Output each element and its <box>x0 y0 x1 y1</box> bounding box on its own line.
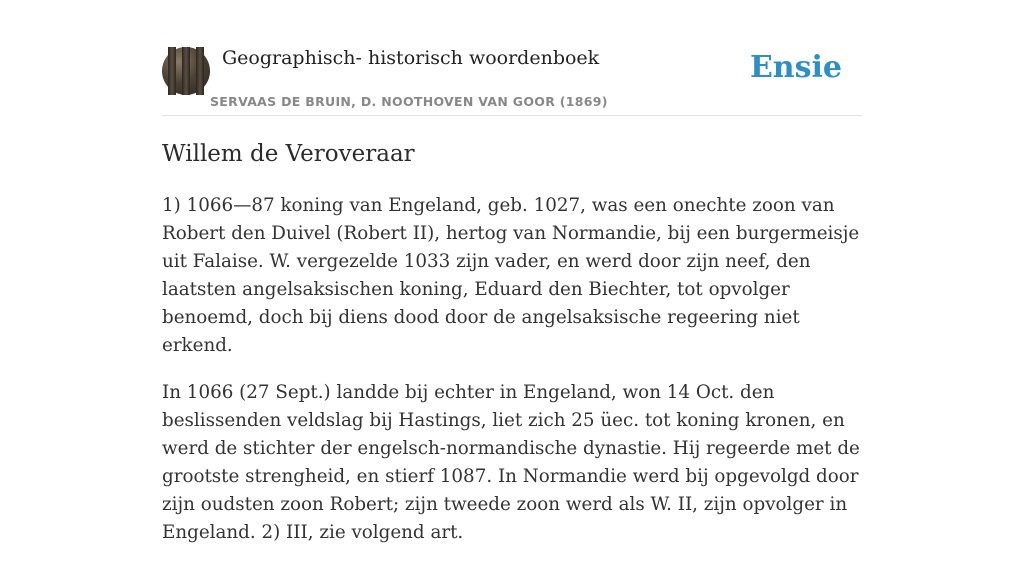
book-author: SERVAAS DE BRUIN, D. NOOTHOVEN VAN GOOR (1869) <box>210 94 608 109</box>
entry-paragraph: 1) 1066—87 koning van Engeland, geb. 1027, was een onechte zoon van Robert den Duivel (Robert II), hertog van Normandie, bij een burgermeisje uit Falaise. W. vergezelde 1033 zijn vader, en werd door zijn neef, den laatsten angelsaksischen koning, Eduard den Biechter, tot opvolger benoemd, doch bij diens dood door de angelsaksische regeering niet erkend. <box>162 195 860 356</box>
brand-logo[interactable]: Ensie <box>749 50 842 85</box>
entry-article <box>162 138 867 566</box>
entry-paragraph: In 1066 (27 Sept.) landde bij echter in Engeland, won 14 Oct. den beslissenden veldslag bij Hastings, liet zich 25 üec. tot koning kronen, en werd de stichter der engelsch-normandische dynastie. Hij regeerde met de grootste strengheid, en stierf 1087. In Normandie werd bij opgevolgd door zijn oudsten zoon Robert; zijn tweede zoon werd als W. II, zijn opvolger in Engeland. 2) III, zie volgend art. <box>162 382 860 543</box>
book-cover-icon[interactable] <box>162 47 210 95</box>
book-title[interactable]: Geographisch- historisch woordenboek <box>222 47 600 69</box>
book-spine <box>182 47 190 95</box>
source-header <box>162 40 862 116</box>
book-spine <box>168 47 176 95</box>
entry-title: Willem de Veroveraar <box>162 141 415 167</box>
book-spine <box>196 47 204 95</box>
